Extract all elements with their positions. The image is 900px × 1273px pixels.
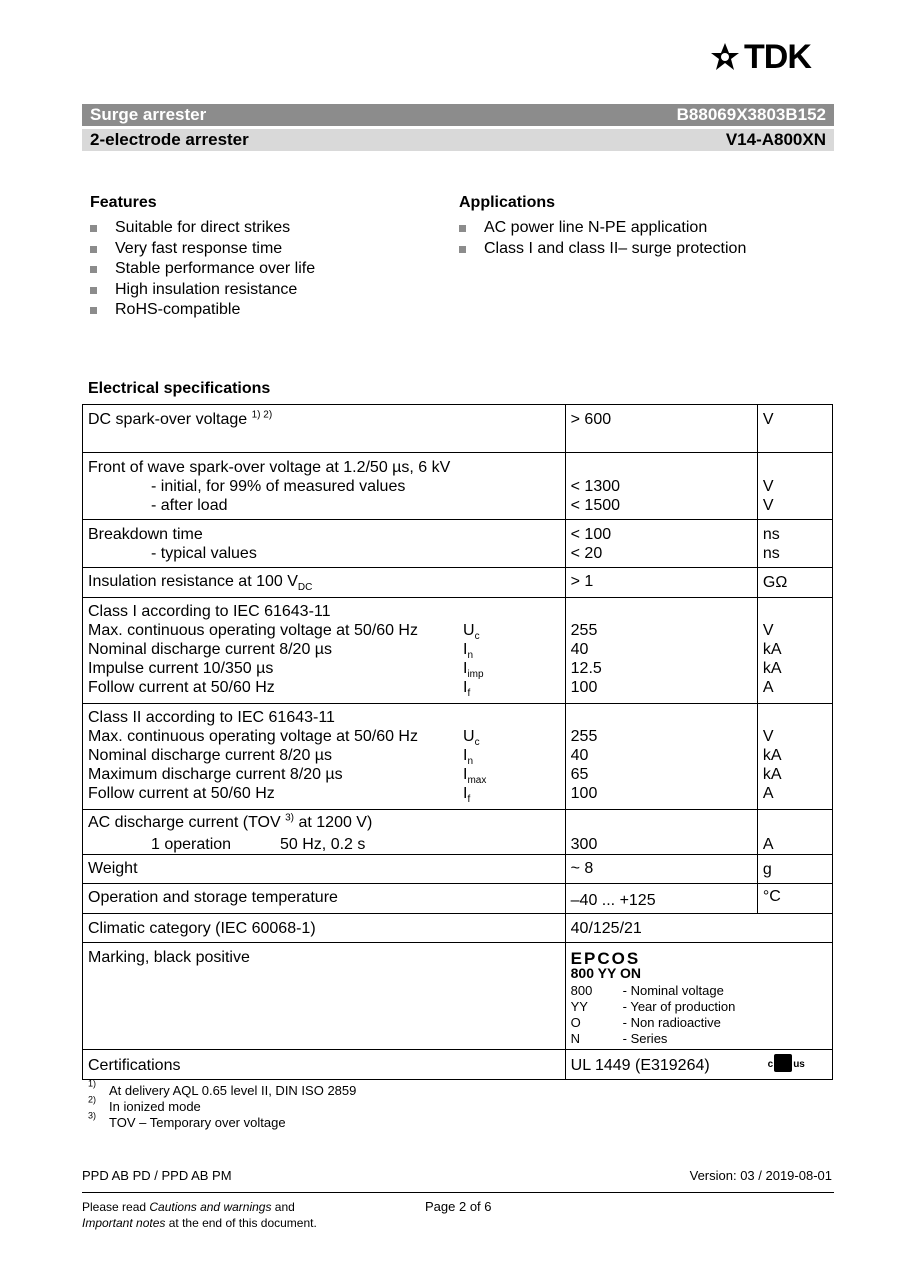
list-item: High insulation resistance [88,280,315,301]
table-row: Operation and storage temperature –40 ... +125 °C [83,884,833,914]
ul-mark-icon: c us [768,1053,805,1074]
specs-title: Electrical specifications [88,380,271,397]
epcos-brand: EPCOS [570,949,641,968]
footnote-text: In ionized mode [109,1099,201,1114]
footer-dept: PPD AB PD / PPD AB PM [82,1168,232,1183]
tdk-logo [710,40,811,74]
page-number: Page 2 of 6 [425,1199,492,1214]
table-row: Breakdown time - typical values < 100 < 20 ns ns [83,520,833,568]
footnote: 3) [88,1110,97,1121]
bullet-square-icon [90,266,97,273]
footnote-text: At delivery AQL 0.65 level II, DIN ISO 2859 [109,1083,357,1098]
table-row: Class I according to IEC 61643-11 Max. continuous operating voltage at 50/60 Hz $U_c$ Nominal discharge current 8/20 µs $I_n$ Impulse current 10/350 µs $I_{imp}$ Follow current at 50/60 Hz $I_f$ 255 40 12.5 100 V kA kA A [83,598,833,704]
header-bar-secondary [82,129,834,151]
order-number: B88069X3803B152 [676,105,826,124]
list-item: RoHS-compatible [88,300,315,321]
table-row: Certifications UL 1449 (E319264) c us [83,1050,833,1080]
table-row: Weight ~ 8 g [83,855,833,884]
footnote: 2) [88,1094,97,1105]
bullet-square-icon [90,307,97,314]
table-row: Class II according to IEC 61643-11 Max. continuous operating voltage at 50/60 Hz $U_c$ Nominal discharge current 8/20 µs $I_n$ Maximum discharge current 8/20 µs $I_{max}$ Follow current at 50/60 Hz $I_f$ 255 40 65 100 V kA kA A [83,704,833,810]
table-row: AC discharge current (TOV $^{3)}$ at 1200 V) 1 operation 50 Hz, 0.2 s 300 A [83,810,833,855]
table-row: Climatic category (IEC 60068-1) 40/125/21 [83,914,833,943]
footer-note: Please read Cautions and warnings and Important notes at the end of this document. [82,1200,317,1230]
list-item: Class I and class II– surge protection [457,239,746,260]
footer-divider [82,1192,834,1193]
type-code: V14-A800XN [725,130,826,149]
table-row: Marking, black positive EPCOS 800 YY ON 800 - Nominal voltage YY - Year of production O - Non radioactive N - Series [83,943,833,1050]
electrical-specs-table [82,404,833,1080]
product-type: Surge arrester [90,105,207,124]
list-item: Very fast response time [88,239,315,260]
list-item: AC power line N-PE application [457,218,746,239]
bullet-square-icon [459,225,466,232]
table-row: Insulation resistance at 100 $V_{DC}$ > 1 GΩ [83,568,833,598]
tdk-emblem-icon [710,42,740,72]
footer-version: Version: 03 / 2019-08-01 [689,1168,832,1183]
list-item: Stable performance over life [88,259,315,280]
applications-title: Applications [459,194,556,211]
footnote: 1) [88,1078,97,1089]
bullet-square-icon [90,287,97,294]
footnote-text: TOV – Temporary over voltage [109,1115,286,1130]
applications-list [457,218,746,259]
logo-text: TDK [744,38,811,76]
table-row: Front of wave spark-over voltage at 1.2/50 µs, 6 kV - initial, for 99% of measured values - after load < 1300 < 1500 V V [83,453,833,520]
table-row: DC spark-over voltage $^{1) 2)}$ > 600 V [83,405,833,453]
features-list [88,218,315,321]
product-subtype: 2-electrode arrester [90,130,249,149]
bullet-square-icon [90,246,97,253]
features-title: Features [90,194,157,211]
header-bar-primary [82,104,834,126]
bullet-square-icon [459,246,466,253]
bullet-square-icon [90,225,97,232]
list-item: Suitable for direct strikes [88,218,315,239]
